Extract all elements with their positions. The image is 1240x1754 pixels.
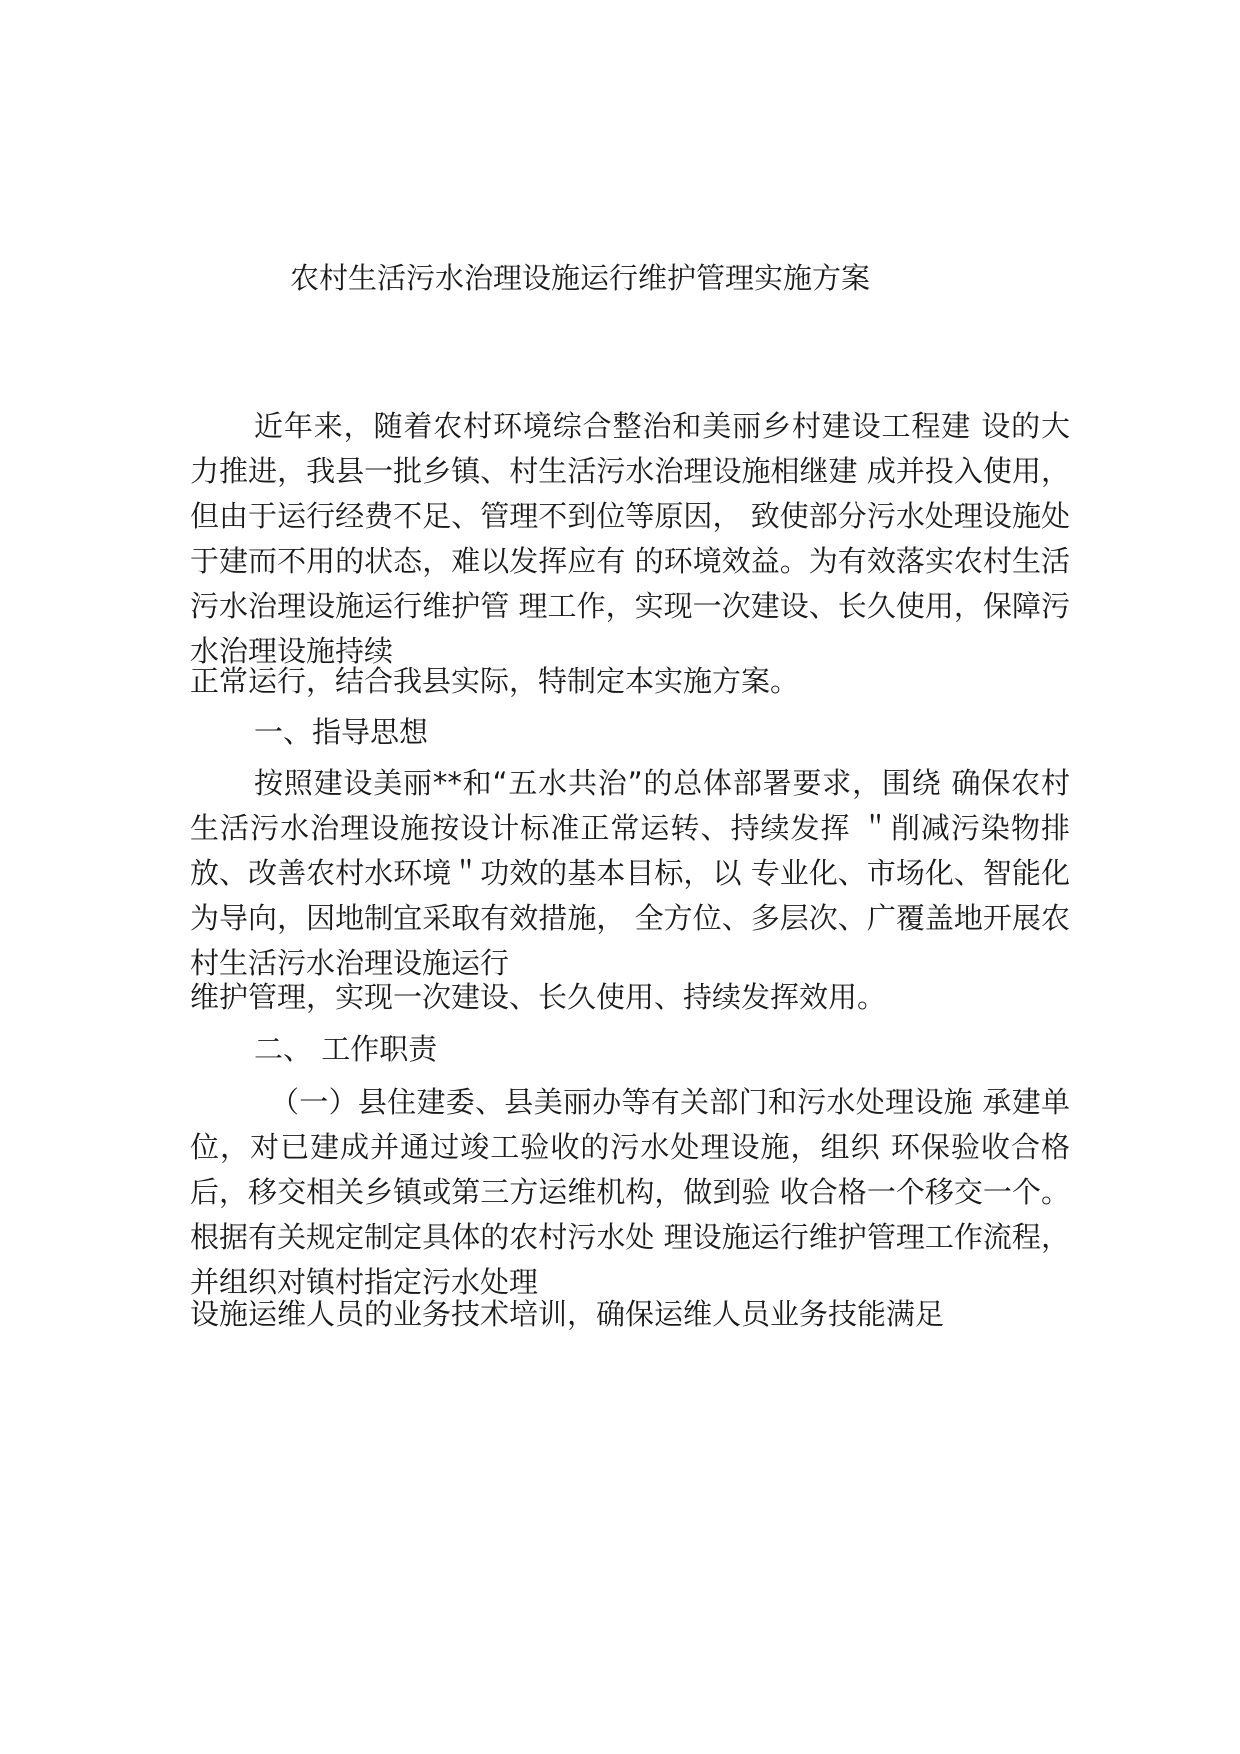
paragraph-responsibility-1-continuation: 设施运维人员的业务技术培训，确保运维人员业务技能满足 — [190, 1297, 945, 1331]
section-heading-responsibilities: 二、 工作职责 — [254, 1032, 438, 1066]
paragraph-guiding-ideology-continuation: 维护管理，实现一次建设、长久使用、持续发挥效用。 — [190, 980, 887, 1014]
section-heading-guiding-ideology: 一、指导思想 — [254, 715, 429, 749]
paragraph-intro: 近年来，随着农村环境综合整治和美丽乡村建设工程建 设的大力推进，我县一批乡镇、村生活污水治理设施相继建 成并投入使用，但由于运行经费不足、管理不到位等原因， 致使部分污水处理设施处于建而不用的状态，难以发挥应有 的环境效益。为有效落实农村生活污水治理设施运行维护管 理工作，实现一次建设、长久使用，保障污水治理设施持续 — [190, 409, 1070, 668]
document-title: 农村生活污水治理设施运行维护管理实施方案 — [290, 261, 871, 295]
paragraph-responsibility-1: （一）县住建委、县美丽办等有关部门和污水处理设施 承建单位，对已建成并通过竣工验收的污水处理设施，组织 环保验收合格后，移交相关乡镇或第三方运维机构，做到验 收合格一个移交一个。根据有关规定制定具体的农村污水处 理设施运行维护管理工作流程，并组织对镇村指定污水处理 — [190, 1085, 1070, 1299]
paragraph-intro-continuation: 正常运行，结合我县实际，特制定本实施方案。 — [190, 664, 800, 698]
paragraph-guiding-ideology: 按照建设美丽**和“五水共治”的总体部署要求，围绕 确保农村生活污水治理设施按设计标准正常运转、持续发挥 ＂削减污染物排放、改善农村水环境＂功效的基本目标，以 专业化、市场化、智能化为导向，因地制宜采取有效措施， 全方位、多层次、广覆盖地开展农村生活污水治理设施运行 — [190, 766, 1070, 980]
